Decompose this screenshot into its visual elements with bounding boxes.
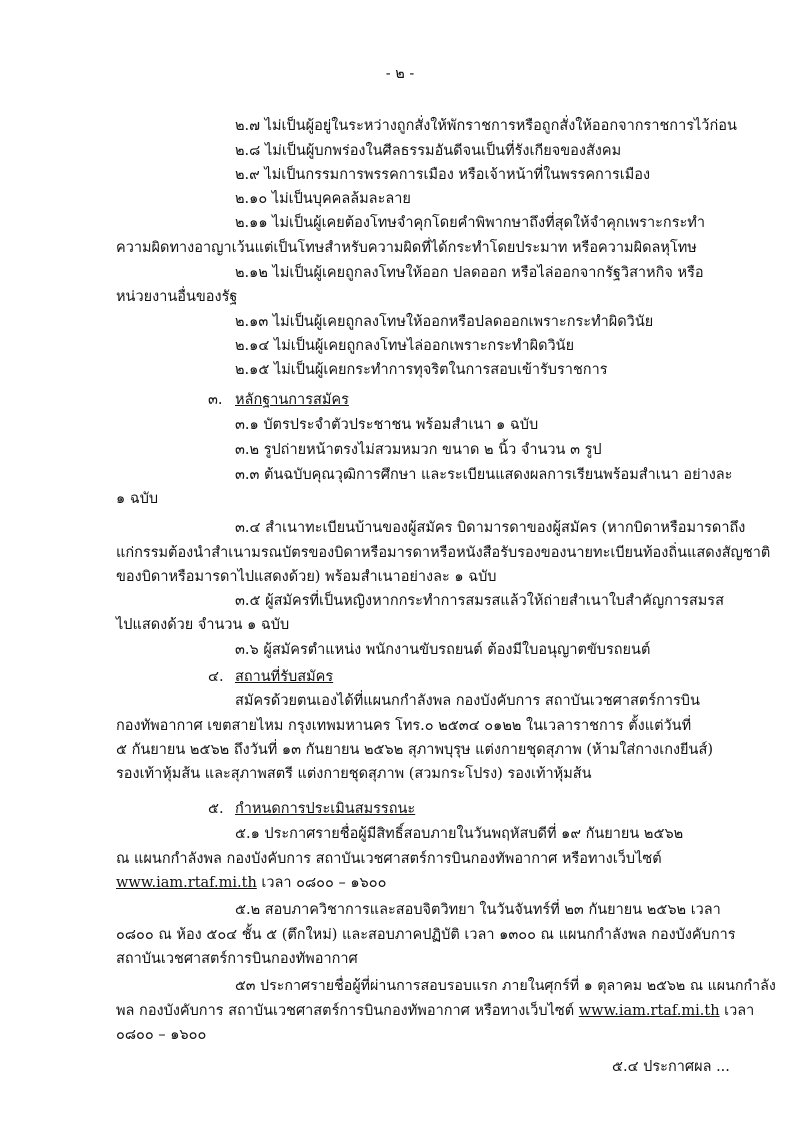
continuation-note: ๕.๔ ประกาศผล ... <box>612 1059 730 1075</box>
item-5-1-cont: ณ แผนกกำลังพล กองบังคับการ สถาบันเวชศาสตร์การบินกองทัพอากาศ หรือทางเว็บไซต์ <box>116 851 662 867</box>
section-4-text-4: รองเท้าหุ้มส้น และสุภาพสตรี แต่งกายชุดสุภาพ (สวมกระโปรง) รองเท้าหุ้มส้น <box>116 766 592 782</box>
item-5-2: ๕.๒ สอบภาควิชาการและสอบจิตวิทยา ในวันจันทร์ที่ ๒๓ กันยายน ๒๕๖๒ เวลา <box>235 902 721 918</box>
item-5-2-cont-2: สถาบันเวชศาสตร์การบินกองทัพอากาศ <box>116 951 358 967</box>
section-4-text-3: ๕ กันยายน ๒๕๖๒ ถึงวันที่ ๑๓ กันยายน ๒๕๖๒ สุภาพบุรุษ แต่งกายชุดสุภาพ (ห้ามใส่กางเกงยีนส์) <box>116 742 713 758</box>
item-3-3-cont: ๑ ฉบับ <box>116 491 159 507</box>
item-2-13: ๒.๑๓ ไม่เป็นผู้เคยถูกลงโทษให้ออกหรือปลดออกเพราะกระทำผิดวินัย <box>235 314 654 330</box>
item-2-10: ๒.๑๐ ไม่เป็นบุคคลล้มละลาย <box>235 191 411 207</box>
website-link-2[interactable]: www.iam.rtaf.mi.th <box>578 1003 720 1019</box>
item-2-11-cont: ความผิดทางอาญาเว้นแต่เป็นโทษสำหรับความผิดที่ได้กระทำโดยประมาท หรือความผิดลหุโทษ <box>116 240 697 256</box>
item-5-3: ๕๓ ประกาศรายชื่อผู้ที่ผ่านการสอบรอบแรก ภายในศุกร์ที่ ๑ ตุลาคม ๒๕๖๒ ณ แผนกกำลัง <box>235 978 776 994</box>
item-2-8: ๒.๘ ไม่เป็นผู้บกพร่องในศีลธรรมอันดีจนเป็นที่รังเกียจของสังคม <box>235 143 622 159</box>
section-4-text-1: สมัครด้วยตนเองได้ที่แผนกกำลังพล กองบังคับการ สถาบันเวชศาสตร์การบิน <box>235 693 700 709</box>
item-5-3-text: พล กองบังคับการ สถาบันเวชศาสตร์การบินกองทัพอากาศ หรือทางเว็บไซต์ <box>116 1003 579 1019</box>
item-2-11: ๒.๑๑ ไม่เป็นผู้เคยต้องโทษจำคุกโดยคำพิพากษาถึงที่สุดให้จำคุกเพราะกระทำ <box>235 215 705 231</box>
item-2-12: ๒.๑๒ ไม่เป็นผู้เคยถูกลงโทษให้ออก ปลดออก หรือไล่ออกจากรัฐวิสาหกิจ หรือ <box>235 265 704 281</box>
section-3-number: ๓. <box>208 392 223 408</box>
item-3-5: ๓.๕ ผู้สมัครที่เป็นหญิงหากกระทำการสมรสแล้วให้ถ่ายสำเนาใบสำคัญการสมรส <box>235 593 724 609</box>
item-3-3: ๓.๓ ต้นฉบับคุณวุฒิการศึกษา และระเบียนแสดงผลการเรียนพร้อมสำเนา อย่างละ <box>235 467 733 483</box>
item-3-6: ๓.๖ ผู้สมัครตำแหน่ง พนักงานขับรถยนต์ ต้องมีใบอนุญาตขับรถยนต์ <box>235 642 651 658</box>
item-5-1-link-line <box>116 873 386 893</box>
page-number: - ๒ - <box>385 66 415 82</box>
item-3-1: ๓.๑ บัตรประจำตัวประชาชน พร้อมสำเนา ๑ ฉบับ <box>235 417 539 433</box>
item-5-2-cont-1: ๐๘๐๐ ณ ห้อง ๕๐๔ ชั้น ๕ (ตึกใหม่) และสอบภาคปฏิบัติ เวลา ๑๓๐๐ ณ แผนกกำลังพล กองบังคับการ <box>116 927 736 943</box>
item-2-9: ๒.๙ ไม่เป็นกรรมการพรรคการเมือง หรือเจ้าหน้าที่ในพรรคการเมือง <box>235 167 651 183</box>
section-5-heading: กำหนดการประเมินสมรรถนะ <box>235 801 416 817</box>
item-2-7: ๒.๗ ไม่เป็นผู้อยู่ในระหว่างถูกสั่งให้พักราชการหรือถูกสั่งให้ออกจากราชการไว้ก่อน <box>235 118 737 134</box>
item-3-4: ๓.๔ สำเนาทะเบียนบ้านของผู้สมัคร บิดามารดาของผู้สมัคร (หากบิดาหรือมารดาถึง <box>235 520 746 536</box>
item-2-12-cont: หน่วยงานอื่นของรัฐ <box>116 289 238 305</box>
item-5-3-time-label: เวลา <box>719 1003 755 1019</box>
item-2-15: ๒.๑๕ ไม่เป็นผู้เคยกระทำการทุจริตในการสอบเข้ารับราชการ <box>235 362 608 378</box>
item-5-3-time: ๐๘๐๐ – ๑๖๐๐ <box>116 1027 207 1043</box>
item-5-3-cont <box>116 1001 754 1021</box>
section-4-heading: สถานที่รับสมัคร <box>235 669 334 685</box>
item-3-4-cont-1: แก่กรรมต้องนำสำเนามรณบัตรของบิดาหรือมารดาหรือหนังสือรับรองของนายทะเบียนท้องถิ่นแสดงสัญชาติ <box>116 545 771 561</box>
item-5-1: ๕.๑ ประกาศรายชื่อผู้มีสิทธิ์สอบภายในวันพฤหัสบดีที่ ๑๙ กันยายน ๒๕๖๒ <box>235 826 684 842</box>
item-3-2: ๓.๒ รูปถ่ายหน้าตรงไม่สวมหมวก ขนาด ๒ นิ้ว จำนวน ๓ รูป <box>235 442 602 458</box>
item-2-14: ๒.๑๔ ไม่เป็นผู้เคยถูกลงโทษไล่ออกเพราะกระทำผิดวินัย <box>235 338 575 354</box>
section-5-number: ๕. <box>208 801 224 817</box>
item-3-5-cont: ไปแสดงด้วย จำนวน ๑ ฉบับ <box>116 617 290 633</box>
website-link[interactable]: www.iam.rtaf.mi.th <box>116 875 257 891</box>
item-3-4-cont-2: ของบิดาหรือมารดาไปแสดงด้วย) พร้อมสำเนาอย่างละ ๑ ฉบับ <box>116 569 497 585</box>
section-4-number: ๔. <box>208 669 224 685</box>
section-4-text-2: กองทัพอากาศ เขตสายไหม กรุงเทพมหานคร โทร.๐ ๒๕๓๔ ๐๑๒๒ ในเวลาราชการ ตั้งแต่วันที่ <box>116 718 692 734</box>
section-3-heading: หลักฐานการสมัคร <box>235 392 349 408</box>
item-5-1-time: เวลา ๐๘๐๐ – ๑๖๐๐ <box>256 875 387 891</box>
